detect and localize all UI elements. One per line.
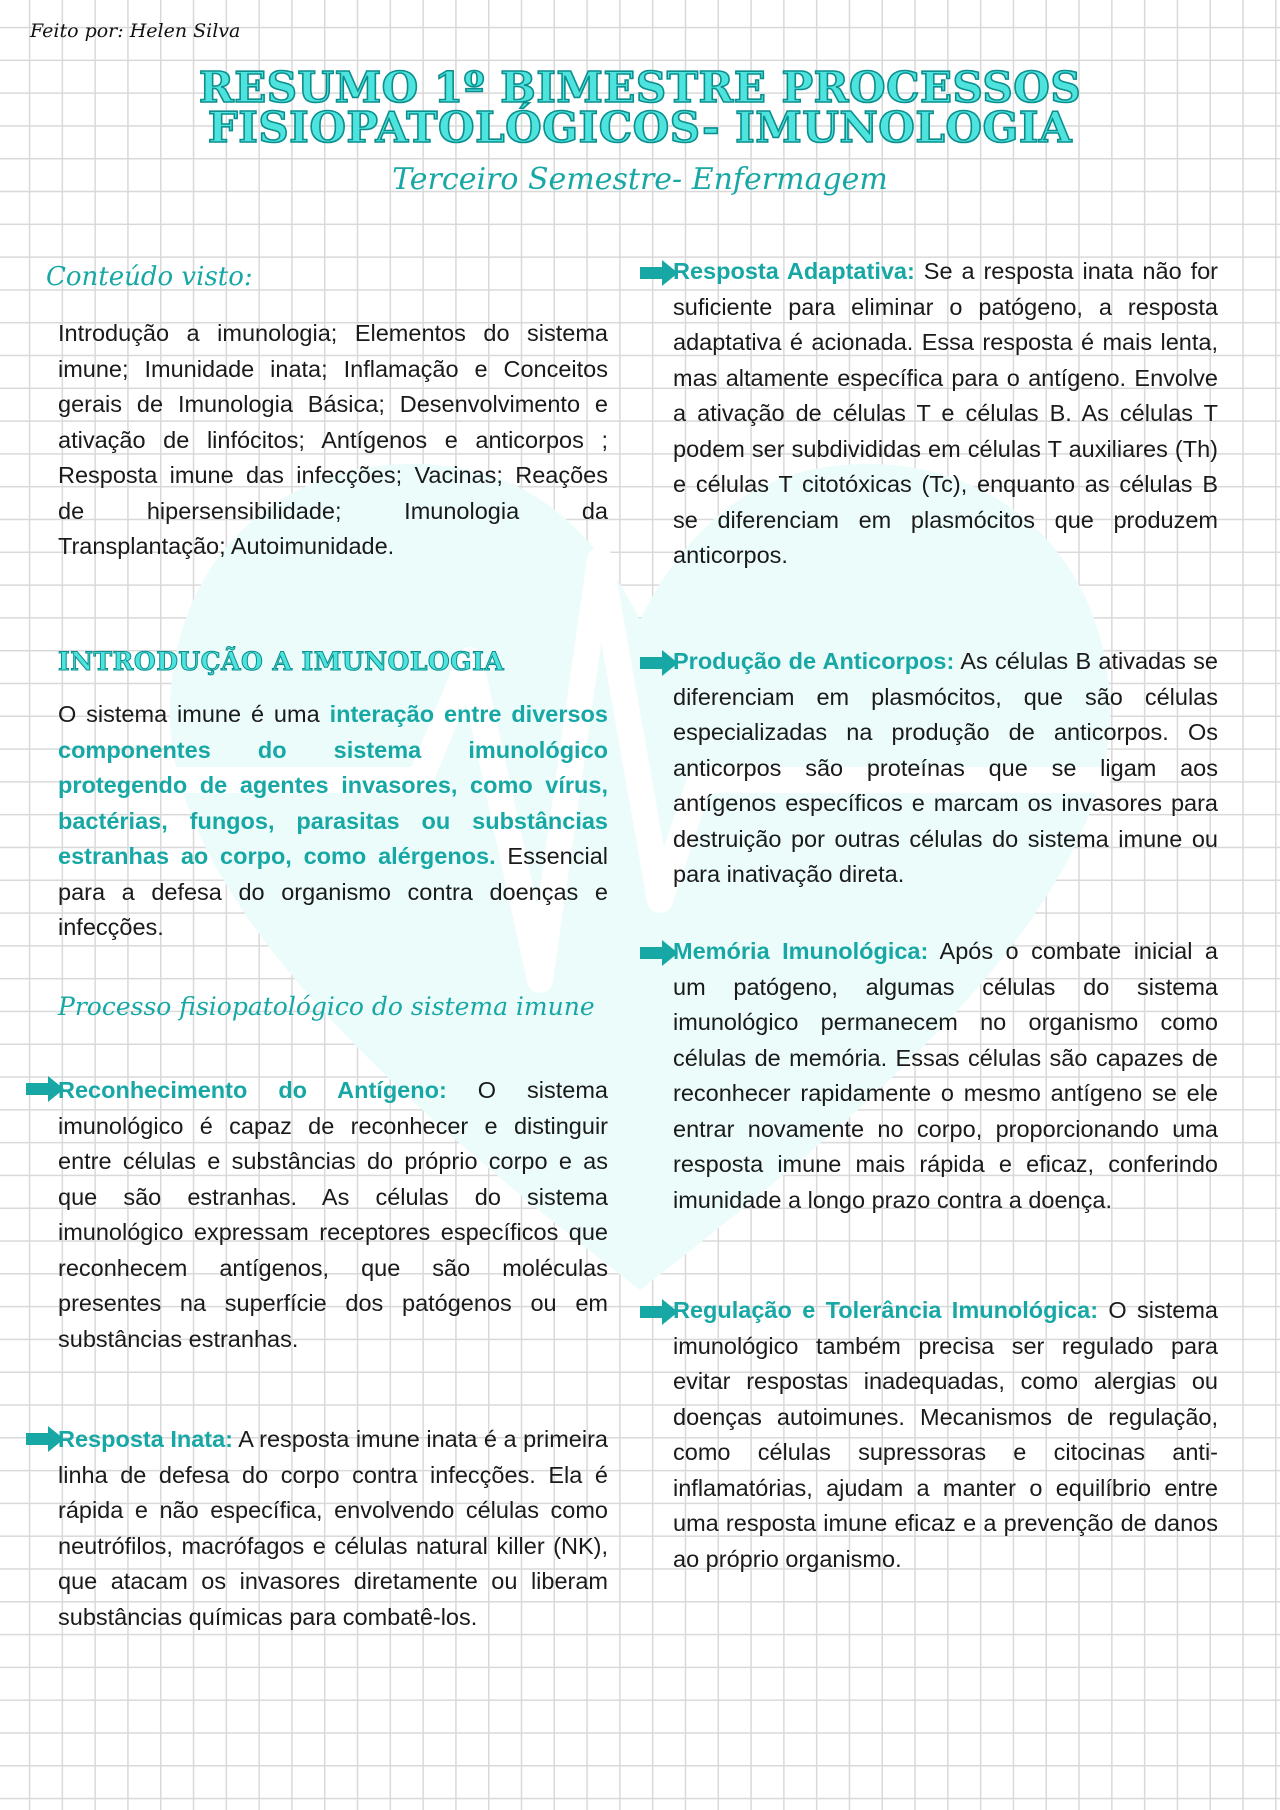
adaptativa-title: Resposta Adaptativa: <box>673 258 915 284</box>
process-label: Processo fisiopatológico do sistema imune <box>58 992 595 1021</box>
section-adaptativa <box>673 254 1218 574</box>
memoria-text: Após o combate inicial a um patógeno, algumas células do sistema imunológico permanecem no organismo como células de memória. Essas células são capazes de reconhecer rapidamente o mesmo antígeno se ele entrar novamente no corpo, proporcionando uma resposta imune mais rápida e eficaz, conferindo imunidade a longo prazo contra a doença. <box>673 938 1219 1213</box>
content-text: Introdução a imunologia; Elementos do sistema imune; Imunidade inata; Inflamação e Conceitos gerais de Imunologia Básica; Desenvolvimento e ativação de linfócitos; Antígenos e anticorpos ; Resposta imune das infecções; Vacinas; Reações de hipersensibilidade; Imunologia da Transplantação; Autoimunidade. <box>58 320 608 559</box>
anticorpos-title: Produção de Anticorpos: <box>673 648 955 674</box>
intro-text <box>58 697 608 946</box>
section-inata <box>58 1422 608 1635</box>
intro-text-before: O sistema imune é uma <box>58 701 330 727</box>
intro-heading: INTRODUÇÃO A IMUNOLOGIA <box>58 647 505 676</box>
reconhecimento-title: Reconhecimento do Antígeno: <box>58 1077 447 1103</box>
section-regulacao <box>673 1293 1218 1577</box>
section-reconhecimento <box>58 1073 608 1357</box>
inata-title: Resposta Inata: <box>58 1426 233 1452</box>
content-label: Conteúdo visto: <box>46 262 253 292</box>
intro-text-after: Essencial para a defesa do organismo contra doenças e infecções. <box>58 843 608 940</box>
title-line-2: FISIOPATOLÓGICOS- IMUNOLOGIA <box>207 103 1073 152</box>
reconhecimento-text: O sistema imunológico é capaz de reconhecer e distinguir entre células e substâncias do próprio corpo e as que são estranhas. As células do sistema imunológico expressam receptores específicos que reconhecem antígenos, que são moléculas presentes na superfície dos patógenos ou em substâncias estranhas. <box>58 1077 608 1352</box>
anticorpos-text: As células B ativadas se diferenciam em plasmócitos, que são células especializadas na produção de anticorpos. Os anticorpos são proteínas que se ligam aos antígenos específicos e marcam os invasores para destruição por outras células do sistema imune ou para inativação direta. <box>673 648 1219 887</box>
regulacao-text: O sistema imunológico também precisa ser regulado para evitar respostas inadequadas, como alergias ou doenças autoimunes. Mecanismos de regulação, como células supressoras e citocinas anti-inflamatórias, ajudam a manter o equilíbrio entre uma resposta imune eficaz e a prevenção de danos ao próprio organismo. <box>673 1297 1218 1572</box>
inata-text: A resposta imune inata é a primeira linha de defesa do corpo contra infecções. Ela é rápida e não específica, envolvendo células como neutrófilos, macrófagos e células natural killer (NK), que atacam os invasores diretamente ou liberam substâncias químicas para combatê-los. <box>58 1426 608 1630</box>
section-memoria <box>673 934 1218 1218</box>
regulacao-title: Regulação e Tolerância Imunológica: <box>673 1297 1099 1323</box>
adaptativa-text: Se a resposta inata não for suficiente para eliminar o patógeno, a resposta adaptativa é acionada. Essa resposta é mais lenta, mas altamente específica para o antígeno. Envolve a ativação de células T e células B. As células T podem ser subdivididas em células T auxiliares (Th) e células T citotóxicas (Tc), enquanto as células B se diferenciam em plasmócitos que produzem anticorpos. <box>673 258 1219 568</box>
section-anticorpos <box>673 644 1218 893</box>
intro-highlight: interação entre diversos componentes do sistema imunológico protegendo de agentes invasores, como vírus, bactérias, fungos, parasitas ou substâncias estranhas ao corpo, como alérgenos. <box>58 701 608 869</box>
page-subtitle: Terceiro Semestre- Enfermagem <box>392 162 888 197</box>
title-line-1: RESUMO 1º BIMESTRE PROCESSOS <box>198 63 1082 112</box>
page-title <box>150 63 1130 152</box>
memoria-title: Memória Imunológica: <box>673 938 929 964</box>
author-signature: Feito por: Helen Silva <box>30 20 241 42</box>
